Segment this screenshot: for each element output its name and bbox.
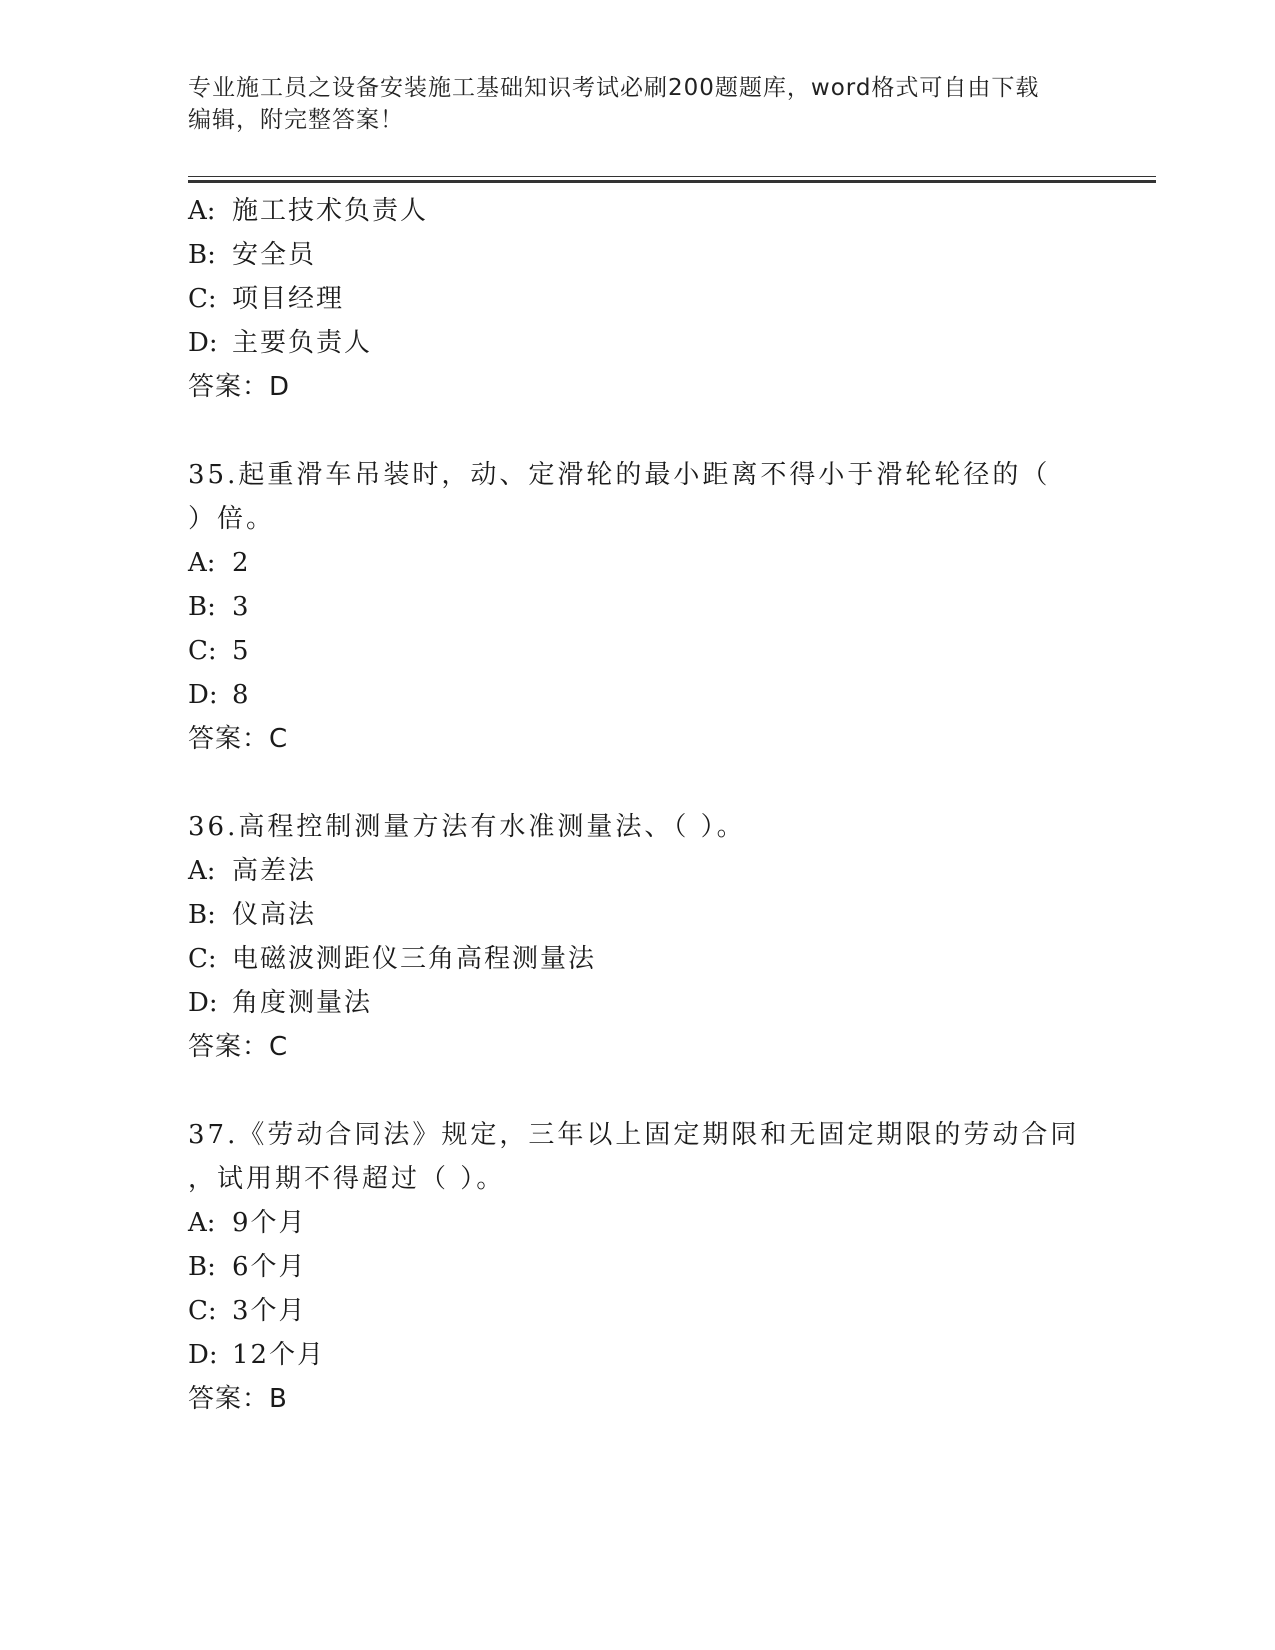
option-text: 施工技术负责人: [232, 196, 429, 226]
q34-option-c: [188, 282, 344, 316]
option-key: D:: [188, 988, 218, 1018]
document-header: [188, 72, 1088, 136]
q37-option-a: [188, 1206, 307, 1240]
option-key: A:: [188, 1208, 216, 1238]
option-text: 角度测量法: [232, 988, 373, 1018]
q34-option-a: [188, 194, 428, 228]
option-text: 5: [232, 636, 251, 666]
option-text: 主要负责人: [232, 328, 373, 358]
option-key: B:: [188, 1252, 216, 1282]
option-text: 2: [232, 548, 251, 578]
q36-option-d: [188, 986, 372, 1020]
option-text: 仪高法: [232, 900, 317, 930]
q36-option-b: [188, 898, 316, 932]
header-title-line-1: 专业施工员之设备安装施工基础知识考试必刷200题题库，word格式可自由下载: [188, 75, 1040, 101]
option-key: A:: [188, 548, 216, 578]
q34-option-b: [188, 238, 316, 272]
q36-option-c: [188, 942, 596, 976]
q35-option-b: [188, 590, 251, 624]
option-key: C:: [188, 636, 217, 666]
option-text: 项目经理: [232, 284, 345, 314]
q36-stem-line-1: 36.高程控制测量方法有水准测量法、（ ）。: [188, 812, 746, 842]
q35-stem-line-1: 35.起重滑车吊装时，动、定滑轮的最小距离不得小于滑轮轮径的（: [188, 460, 1051, 490]
option-key: B:: [188, 900, 216, 930]
option-text: 8: [232, 680, 251, 710]
option-text: 电磁波测距仪三角高程测量法: [232, 944, 597, 974]
option-key: B:: [188, 592, 216, 622]
q37-answer: 答案：B: [188, 1384, 288, 1414]
option-key: D:: [188, 680, 218, 710]
q36-option-a: [188, 854, 316, 888]
header-title-line-2: 编辑，附完整答案！: [188, 107, 404, 133]
option-key: A:: [188, 856, 216, 886]
q34-option-d: [188, 326, 372, 360]
header-divider-thin: [188, 176, 1156, 177]
option-key: A:: [188, 196, 216, 226]
q36-answer: 答案：C: [188, 1032, 289, 1062]
header-divider-thick: [188, 180, 1156, 183]
option-text: 3个月: [232, 1296, 307, 1326]
option-text: 12个月: [232, 1340, 326, 1370]
option-text: 3: [232, 592, 251, 622]
q35-stem-line-2: ）倍。: [188, 504, 276, 534]
q35-option-c: [188, 634, 251, 668]
q35-option-d: [188, 678, 251, 712]
q37-option-c: [188, 1294, 307, 1328]
q37-option-b: [188, 1250, 307, 1284]
q37-stem-line-2: ，试用期不得超过（ ）。: [188, 1164, 506, 1194]
q34-answer: 答案：D: [188, 372, 291, 402]
q37-stem-line-1: 37.《劳动合同法》规定，三年以上固定期限和无固定期限的劳动合同: [188, 1120, 1080, 1150]
option-key: C:: [188, 284, 217, 314]
q35-answer: 答案：C: [188, 724, 289, 754]
option-text: 安全员: [232, 240, 317, 270]
option-text: 高差法: [232, 856, 317, 886]
option-key: C:: [188, 1296, 217, 1326]
option-key: D:: [188, 328, 218, 358]
option-text: 6个月: [232, 1252, 307, 1282]
option-text: 9个月: [232, 1208, 307, 1238]
q37-option-d: [188, 1338, 325, 1372]
option-key: C:: [188, 944, 217, 974]
q35-option-a: [188, 546, 251, 580]
option-key: D:: [188, 1340, 218, 1370]
option-key: B:: [188, 240, 216, 270]
